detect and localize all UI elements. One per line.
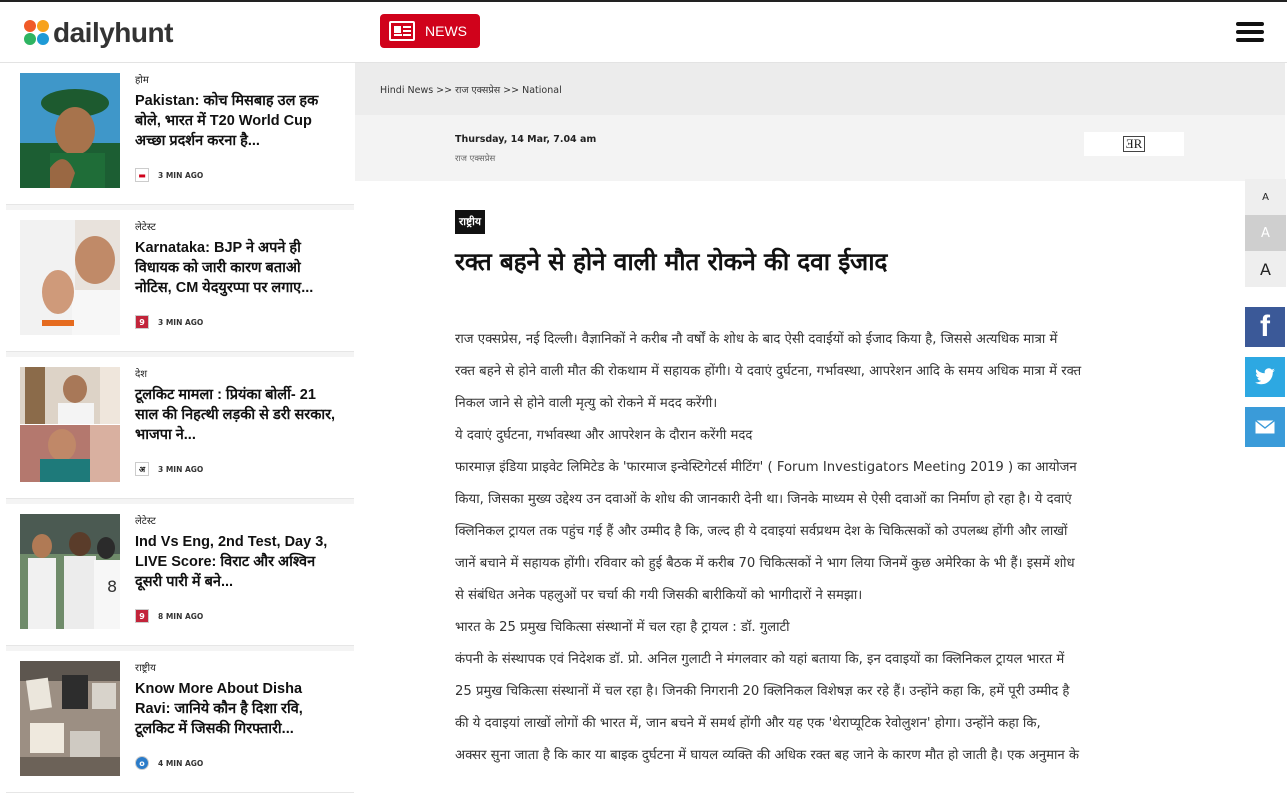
story-category: लेटेस्ट [135,222,156,233]
list-item[interactable] [6,504,354,646]
logo-text: dailyhunt [53,17,173,48]
dailyhunt-logo-icon [24,20,50,46]
story-title[interactable]: टूलकिट मामला : प्रियंका बोर्ली- 21 साल की निहत्थी लड़की से डरी सरकार, भाजपा ने... [135,387,336,443]
category-tag[interactable]: राष्ट्रीय [455,210,485,234]
story-title[interactable]: Karnataka: BJP ने अपने ही विधायक को जारी कारण बताओ नोटिस, CM येदयुरप्पा पर लगाए... [135,240,314,296]
breadcrumb[interactable]: Hindi News >> राज एक्सप्रेस >> National [380,85,562,96]
svg-text:8: 8 [107,577,118,596]
twitter-share-button[interactable] [1245,357,1285,397]
twitter-icon [1254,368,1276,386]
font-size-large-button[interactable]: A [1245,251,1286,287]
article-meta-bar [355,115,1285,181]
list-item[interactable] [6,63,354,205]
news-button[interactable] [380,14,480,48]
body-line: की ये दवाइयां लाखों लोगों की भारत में, जान बचने में समर्थ होंगी और यह एक 'थेराप्यूटिक रेवोलुशन' होगा। उन्होंने कहा कि, [455,716,1041,731]
subheading: भारत के 25 प्रमुख चिकित्सा संस्थानों में चल रहा है ट्रायल : डॉ. गुलाटी [455,620,790,635]
menu-icon[interactable] [1236,22,1264,42]
body-line: निकल जाने से होने वाली मृत्यु को रोकने में मदद करेंगी। [455,396,718,411]
story-title[interactable]: Ind Vs Eng, 2nd Test, Day 3, LIVE Score: विराट और अश्विन दूसरी पारी में बने... [135,534,328,590]
story-title[interactable]: Know More About Disha Ravi: जानिये कौन है दिशा रवि, टूलकिट में जिसकी गिरफ्तारी... [135,681,303,737]
body-line: फारमाज़ इंडिया प्राइवेट लिमिटेड के 'फारमाज इन्वेस्टिगेटर्स मीटिंग' ( Forum Investigators Meeting 2019 ) का आयोजन [455,460,1077,475]
body-line: रक्त बहने से होने वाली मौत की रोकथाम में सहायक होंगी। ये दवाएं दुर्घटना, गर्भावस्था, आपरेशन आदि के समय अधिक मात्रा में रक्त [455,364,1082,379]
font-size-medium-button[interactable]: A [1245,215,1286,251]
list-item[interactable] [6,210,354,352]
publisher-name[interactable]: राज एक्सप्रेस [455,154,496,164]
article-headline: रक्त बहने से होने वाली मौत रोकने की दवा ईजाद [455,247,888,276]
story-thumbnail[interactable] [20,220,120,335]
body-line: क्लिनिकल ट्रायल तक पहुंच गई हैं और उम्मीद है कि, जल्द ही ये दवाइयां सर्वप्रथम देश के चिकित्सकों को उपलब्ध होंगी और लाखों [455,524,1068,539]
story-time: 4 MIN AGO [158,758,204,768]
story-thumbnail[interactable] [20,73,120,188]
subheading: ये दवाएं दुर्घटना, गर्भावस्था और आपरेशन के दौरान करेंगी मदद [455,428,753,443]
newspaper-icon [389,21,415,41]
body-line: राज एक्सप्रेस, नई दिल्ली। वैज्ञानिकों ने करीब नौ वर्षों के शोध के बाद ऐसी दवाईयों को ईजाद किया है, जिससे अत्यधिक मात्रा में [455,332,1058,347]
list-item[interactable] [6,357,354,499]
body-line: किया, जिसका मुख्य उद्देश्य उन दवाओं के शोध की जानकारी देनी था। जिनके माध्यम से ऐसी दवाओं का निर्माण हो रहा है। ये दवाएं [455,492,1072,507]
body-line: जानें बचाने में सहायक होंगी। रविवार को हुई बैठक में करीब 70 चिकित्सकों ने भाग लिया जिनमें कुछ अमेरिका के भी हैं। इसमें शोध [455,556,1075,571]
story-thumbnail[interactable] [20,367,120,482]
story-source [135,315,203,329]
story-time: 3 MIN AGO [158,170,204,180]
body-line: 25 प्रमुख चिकित्सा संस्थानों में चल रहा है। जिनकी निगरानी 20 क्लिनिकल विशेषज्ञ कर रहे हैं। उन्होंने कहा कि, हमें पूरी उम्मीद है [455,684,1070,699]
story-category: राष्ट्रीय [135,663,156,674]
story-source [135,609,203,623]
article [355,181,1245,782]
list-item[interactable] [6,651,354,793]
story-category: लेटेस्ट [135,516,156,527]
story-thumbnail[interactable] [20,514,120,629]
story-category: होम [135,75,149,86]
story-time: 8 MIN AGO [158,611,204,621]
story-thumbnail[interactable] [20,661,120,776]
story-time: 3 MIN AGO [158,317,204,327]
dailyhunt-logo[interactable] [24,16,173,50]
body-line: कंपनी के संस्थापक एवं निदेशक डॉ. प्रो. अनिल गुलाटी ने मंगलवार को यहां बताया कि, इन दवाइयों का क्लिनिकल ट्रायल भारत में [455,652,1065,667]
source-logo-icon: 9 [135,609,149,623]
top-header [0,0,1287,63]
facebook-icon: f [1260,310,1270,343]
breadcrumb-bar [355,63,1285,115]
source-logo-icon: अ [135,462,149,476]
related-stories-sidebar [6,63,354,782]
story-source [135,756,203,770]
publisher-logo[interactable] [1084,132,1184,156]
story-source [135,462,203,476]
email-share-button[interactable] [1245,407,1285,447]
body-line: से संबंधित अनेक पहलुओं पर चर्चा की गयी जिसकी बारीकियों को भागीदारों ने समझा। [455,588,863,603]
font-size-small-button[interactable]: A [1245,179,1286,215]
story-title[interactable]: Pakistan: कोच मिसबाह उल हक बोले, भारत में T20 World Cup अच्छा प्रदर्शन करना है... [135,93,319,149]
facebook-share-button[interactable] [1245,307,1285,347]
article-body [455,324,1187,772]
story-source [135,168,203,182]
source-logo-icon: 9 [135,315,149,329]
mail-icon [1255,420,1275,434]
source-logo-icon: ▬ [135,168,149,182]
story-category: देश [135,369,148,380]
publish-date: Thursday, 14 Mar, 7.04 am [455,134,597,145]
story-time: 3 MIN AGO [158,464,204,474]
source-logo-icon: o [135,756,149,770]
publisher-logo-text: ƎR [1123,136,1146,152]
body-line: अक्सर सुना जाता है कि कार या बाइक दुर्घटना में घायल व्यक्ति की अधिक रक्त बह जाने के कारण मौत हो जाती है। एक अनुमान के [455,748,1080,763]
news-label: NEWS [425,23,467,39]
